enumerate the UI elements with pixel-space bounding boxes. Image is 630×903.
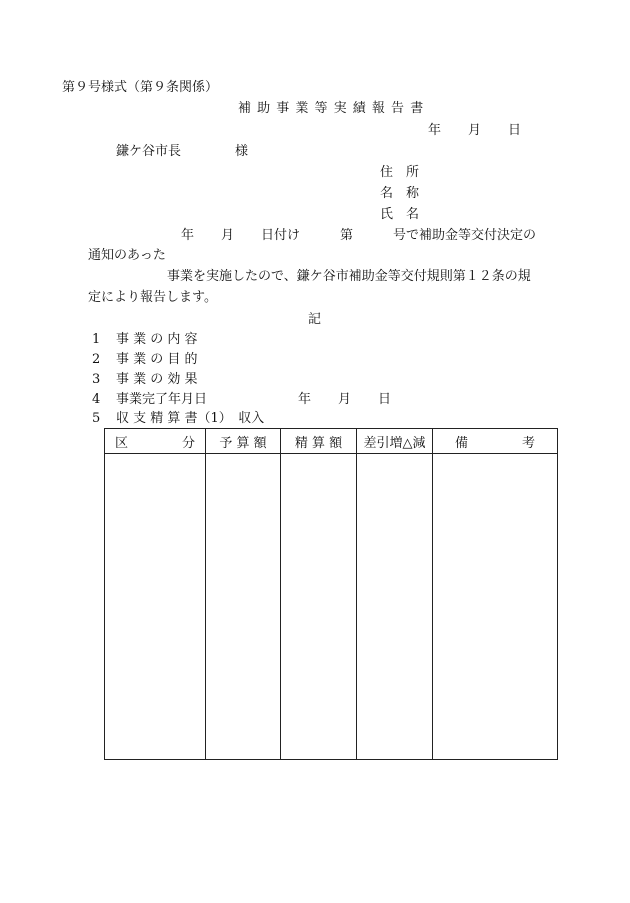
budget-column-header: 予 算 額 (206, 429, 281, 454)
item-number: 5 (92, 411, 101, 426)
completion-day-label: 日 (378, 392, 392, 407)
date-year-label: 年 (428, 123, 442, 138)
item-number: 1 (92, 332, 101, 347)
decision-text: 号で補助金等交付決定の (393, 228, 537, 243)
decision-dated-label: 日付け (261, 228, 301, 243)
document-title: 補 助 事 業 等 実 績 報 告 書 (238, 101, 425, 116)
settlement-column-header: 精 算 額 (281, 429, 357, 454)
organization-name-label: 名 称 (380, 186, 420, 201)
item-number: 2 (92, 352, 101, 367)
remarks-header-b: 考 (521, 435, 535, 451)
person-name-label: 氏 名 (380, 207, 420, 222)
implementation-text: 事業を実施したので、鎌ケ谷市補助金等交付規則第１２条の規 (167, 269, 531, 284)
date-day-label: 日 (508, 123, 522, 138)
item-purpose-label: 事 業 の 目 的 (116, 352, 198, 367)
item-statement-label: 収 支 精 算 書（1） 収入 (116, 411, 265, 426)
item-content-label: 事 業 の 内 容 (116, 332, 198, 347)
difference-cell[interactable] (357, 454, 433, 760)
item-effect-label: 事 業 の 効 果 (116, 372, 198, 387)
income-statement-table (104, 428, 558, 760)
item-number: 4 (92, 392, 101, 407)
difference-column-header: 差引増△減 (357, 429, 433, 454)
completion-year-label: 年 (298, 392, 312, 407)
ki-heading: 記 (308, 312, 322, 327)
remarks-column-header (433, 429, 558, 454)
table-row (105, 454, 558, 760)
table-header-row (105, 429, 558, 454)
form-number: 第９号様式（第９条関係） (62, 80, 219, 95)
address-label: 住 所 (380, 165, 420, 180)
category-header-a: 区 (115, 435, 129, 451)
remarks-header-a: 備 (455, 435, 469, 451)
completion-month-label: 月 (338, 392, 352, 407)
settlement-cell[interactable] (281, 454, 357, 760)
category-header-b: 分 (181, 435, 195, 451)
budget-cell[interactable] (206, 454, 281, 760)
decision-year-label: 年 (181, 228, 195, 243)
notification-text: 通知のあった (88, 248, 166, 263)
addressee-honorific: 様 (235, 144, 249, 159)
addressee-name: 鎌ケ谷市長 (116, 144, 182, 159)
decision-month-label: 月 (221, 228, 235, 243)
category-column-header (105, 429, 206, 454)
decision-dai-label: 第 (340, 228, 354, 243)
item-number: 3 (92, 372, 101, 387)
report-statement: 定により報告します。 (88, 290, 217, 305)
category-cell[interactable] (105, 454, 206, 760)
remarks-cell[interactable] (433, 454, 558, 760)
date-month-label: 月 (468, 123, 482, 138)
item-completion-date-label: 事業完了年月日 (116, 392, 208, 407)
